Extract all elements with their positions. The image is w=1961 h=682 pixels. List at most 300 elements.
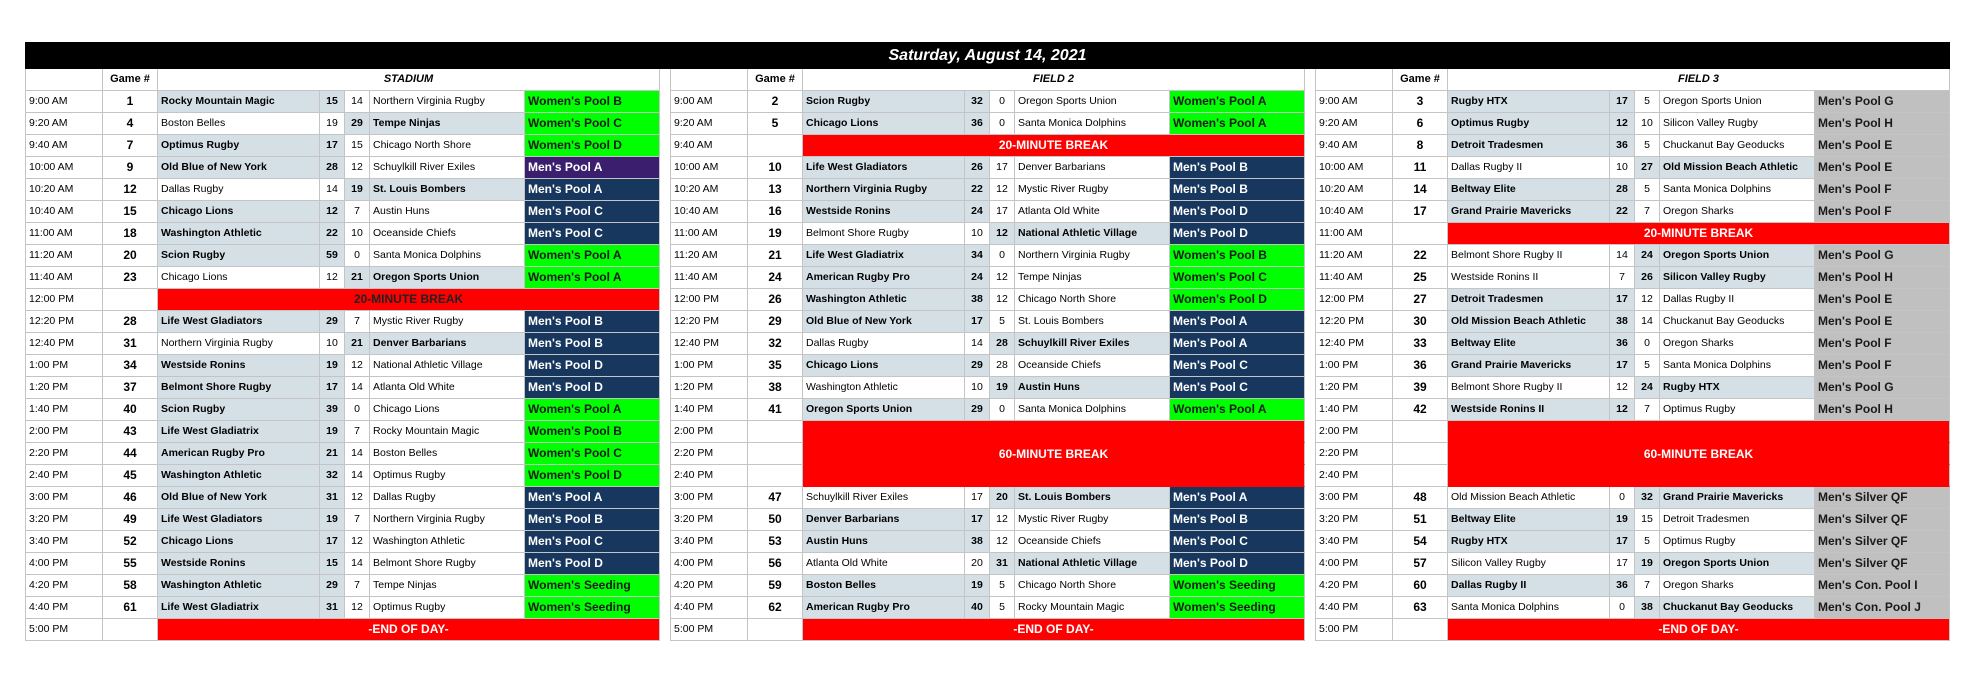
away-score: 0 [345,245,370,267]
away-team: Rugby HTX [1660,377,1815,399]
break-banner: -END OF DAY- [158,619,660,641]
pool-label: Men's Pool C [1170,531,1305,553]
game-number: 8 [1393,135,1448,157]
away-score: 0 [990,399,1015,421]
slot-time: 1:20 PM [25,377,103,399]
home-team: American Rugby Pro [803,267,965,289]
schedule-title: Saturday, August 14, 2021 [25,42,1950,69]
slot-time: 4:20 PM [25,575,103,597]
away-score: 28 [990,355,1015,377]
away-score: 0 [345,399,370,421]
field-slot [670,201,1305,223]
field-slot [670,223,1305,245]
game-number: 19 [748,223,803,245]
header-field-name: FIELD 3 [1448,69,1950,91]
home-score: 17 [320,135,345,157]
pool-label: Men's Pool C [525,223,660,245]
field-slot [25,333,660,355]
home-score: 21 [320,443,345,465]
header-block-field-2 [670,69,1305,91]
pool-label: Women's Pool A [525,245,660,267]
home-score: 15 [320,91,345,113]
away-score: 38 [1635,597,1660,619]
schedule-row [25,135,1950,157]
field-slot [1315,289,1950,311]
home-score: 17 [1610,355,1635,377]
home-score: 59 [320,245,345,267]
field-slot [1315,267,1950,289]
home-score: 12 [1610,113,1635,135]
field-slot [25,245,660,267]
home-score: 24 [965,267,990,289]
field-slot [670,509,1305,531]
game-number: 60 [1393,575,1448,597]
home-score: 19 [1610,509,1635,531]
slot-time: 12:20 PM [1315,311,1393,333]
home-team: Northern Virginia Rugby [803,179,965,201]
game-number: 43 [103,421,158,443]
home-score: 17 [1610,553,1635,575]
home-team: Old Mission Beach Athletic [1448,487,1610,509]
home-team: Silicon Valley Rugby [1448,553,1610,575]
schedule-row [25,333,1950,355]
away-team: Northern Virginia Rugby [1015,245,1170,267]
game-number: 32 [748,333,803,355]
slot-time: 12:00 PM [25,289,103,311]
away-score: 15 [345,135,370,157]
home-score: 38 [965,531,990,553]
game-number: 62 [748,597,803,619]
game-number: 38 [748,377,803,399]
home-team: Westside Ronins II [1448,399,1610,421]
away-team: Chuckanut Bay Geoducks [1660,135,1815,157]
game-number: 58 [103,575,158,597]
slot-time: 9:20 AM [1315,113,1393,135]
home-score: 26 [965,157,990,179]
home-team: Denver Barbarians [803,509,965,531]
pool-label: Women's Pool C [1170,267,1305,289]
pool-label: Women's Pool B [525,91,660,113]
header-field-name: FIELD 2 [803,69,1305,91]
away-score: 5 [990,575,1015,597]
slot-time: 2:20 PM [1315,443,1393,465]
game-number: 12 [103,179,158,201]
home-team: Chicago Lions [158,531,320,553]
away-team: Optimus Rugby [1660,399,1815,421]
away-score: 12 [990,267,1015,289]
slot-time: 2:40 PM [1315,465,1393,487]
game-number: 35 [748,355,803,377]
slot-time: 1:00 PM [1315,355,1393,377]
away-team: Oceanside Chiefs [1015,355,1170,377]
pool-label: Men's Pool G [1815,377,1950,399]
home-team: Schuylkill River Exiles [803,487,965,509]
away-score: 24 [1635,245,1660,267]
field-slot [670,553,1305,575]
game-number: 3 [1393,91,1448,113]
away-score: 0 [990,91,1015,113]
pool-label: Men's Pool A [525,157,660,179]
home-team: Rugby HTX [1448,91,1610,113]
home-score: 22 [965,179,990,201]
home-score: 38 [965,289,990,311]
home-team: Scion Rugby [803,91,965,113]
pool-label: Men's Pool H [1815,113,1950,135]
pool-label: Men's Pool D [1170,553,1305,575]
pool-label: Women's Pool D [525,135,660,157]
home-team: Life West Gladiatrix [158,421,320,443]
schedule-sheet [25,42,1950,641]
away-team: Oregon Sports Union [1660,245,1815,267]
field-slot [1315,399,1950,421]
game-number: 59 [748,575,803,597]
slot-time: 3:00 PM [25,487,103,509]
home-team: Atlanta Old White [803,553,965,575]
pool-label: Women's Pool A [525,399,660,421]
field-slot [670,575,1305,597]
away-score: 15 [1635,509,1660,531]
home-team: Old Blue of New York [158,157,320,179]
slot-time: 3:00 PM [1315,487,1393,509]
slot-time: 2:20 PM [25,443,103,465]
pool-label: Men's Silver QF [1815,531,1950,553]
slot-time: 5:00 PM [670,619,748,641]
pool-label: Men's Pool D [525,355,660,377]
home-score: 17 [965,311,990,333]
away-team: Chicago North Shore [1015,289,1170,311]
game-number [1393,443,1448,465]
break-banner [803,465,1305,487]
pool-label: Men's Pool A [525,179,660,201]
header-block-stadium [25,69,660,91]
field-slot [1315,509,1950,531]
slot-time: 3:00 PM [670,487,748,509]
home-score: 10 [1610,157,1635,179]
slot-time: 12:40 PM [670,333,748,355]
field-slot [1315,179,1950,201]
home-team: Santa Monica Dolphins [1448,597,1610,619]
away-team: Oregon Sports Union [1015,91,1170,113]
game-number [748,443,803,465]
game-number [1393,619,1448,641]
break-banner: 20-MINUTE BREAK [1448,223,1950,245]
home-score: 19 [965,575,990,597]
pool-label: Women's Seeding [525,575,660,597]
field-slot [25,421,660,443]
field-slot [25,619,660,641]
game-number: 52 [103,531,158,553]
slot-time: 11:20 AM [1315,245,1393,267]
away-team: St. Louis Bombers [370,179,525,201]
field-slot [1315,531,1950,553]
home-score: 12 [1610,399,1635,421]
schedule-row [25,355,1950,377]
home-team: Oregon Sports Union [803,399,965,421]
pool-label: Men's Pool A [1170,311,1305,333]
home-score: 10 [320,333,345,355]
game-number: 4 [103,113,158,135]
home-team: Dallas Rugby II [1448,157,1610,179]
schedule-row [25,289,1950,311]
slot-time: 9:20 AM [25,113,103,135]
game-number: 54 [1393,531,1448,553]
field-slot [1315,377,1950,399]
away-team: National Athletic Village [370,355,525,377]
pool-label: Men's Pool B [525,311,660,333]
away-team: Silicon Valley Rugby [1660,267,1815,289]
home-team: Old Mission Beach Athletic [1448,311,1610,333]
field-slot [1315,553,1950,575]
away-score: 14 [1635,311,1660,333]
away-score: 28 [990,333,1015,355]
away-score: 5 [1635,179,1660,201]
game-number: 1 [103,91,158,113]
away-score: 7 [1635,201,1660,223]
slot-time: 12:00 PM [670,289,748,311]
away-team: Optimus Rugby [370,597,525,619]
away-team: Chicago North Shore [1015,575,1170,597]
game-number [1393,465,1448,487]
away-score: 31 [990,553,1015,575]
pool-label: Women's Pool B [525,421,660,443]
pool-label: Men's Pool A [525,487,660,509]
game-number: 37 [103,377,158,399]
field-slot [25,201,660,223]
home-team: Optimus Rugby [1448,113,1610,135]
game-number: 61 [103,597,158,619]
header-time-cell [25,69,103,91]
slot-time: 11:20 AM [25,245,103,267]
away-team: Santa Monica Dolphins [1015,113,1170,135]
header-field-name: STADIUM [158,69,660,91]
away-score: 12 [345,487,370,509]
pool-label: Men's Con. Pool J [1815,597,1950,619]
slot-time: 12:00 PM [1315,289,1393,311]
home-score: 0 [1610,487,1635,509]
game-number: 57 [1393,553,1448,575]
home-team: Austin Huns [803,531,965,553]
home-score: 17 [320,531,345,553]
home-team: Westside Ronins [158,553,320,575]
schedule-row [25,201,1950,223]
schedule-row [25,553,1950,575]
home-score: 14 [1610,245,1635,267]
pool-label: Men's Pool D [1170,201,1305,223]
slot-time: 1:20 PM [1315,377,1393,399]
home-score: 39 [320,399,345,421]
pool-label: Men's Pool B [1170,509,1305,531]
away-team: Tempe Ninjas [1015,267,1170,289]
pool-label: Men's Pool C [525,201,660,223]
pool-label: Men's Pool C [1170,355,1305,377]
slot-time: 3:40 PM [1315,531,1393,553]
away-score: 7 [1635,575,1660,597]
home-score: 32 [965,91,990,113]
field-slot [25,597,660,619]
game-number: 46 [103,487,158,509]
game-number [103,289,158,311]
game-number [748,619,803,641]
away-score: 12 [1635,289,1660,311]
pool-label: Men's Pool A [1170,333,1305,355]
pool-label: Women's Seeding [525,597,660,619]
pool-label: Men's Pool E [1815,311,1950,333]
field-slot [1315,575,1950,597]
schedule-row [25,223,1950,245]
slot-time: 2:40 PM [670,465,748,487]
away-score: 17 [990,157,1015,179]
game-number: 20 [103,245,158,267]
field-slot [1315,465,1950,487]
away-score: 24 [1635,377,1660,399]
field-slot [1315,619,1950,641]
home-score: 22 [1610,201,1635,223]
field-slot [670,245,1305,267]
slot-time: 12:20 PM [670,311,748,333]
away-score: 32 [1635,487,1660,509]
home-score: 22 [320,223,345,245]
field-slot [670,113,1305,135]
slot-time: 11:40 AM [1315,267,1393,289]
home-team: Scion Rugby [158,399,320,421]
game-number: 42 [1393,399,1448,421]
home-score: 24 [965,201,990,223]
field-slot [25,509,660,531]
away-team: Oregon Sports Union [1660,91,1815,113]
game-number: 23 [103,267,158,289]
slot-time: 2:40 PM [25,465,103,487]
home-score: 17 [1610,531,1635,553]
away-score: 7 [345,311,370,333]
away-score: 14 [345,377,370,399]
game-number: 13 [748,179,803,201]
slot-time: 3:20 PM [670,509,748,531]
home-score: 19 [320,421,345,443]
home-team: Belmont Shore Rugby II [1448,245,1610,267]
game-number: 63 [1393,597,1448,619]
away-score: 0 [1635,333,1660,355]
home-score: 7 [1610,267,1635,289]
home-score: 19 [320,509,345,531]
field-slot [670,597,1305,619]
pool-label: Men's Silver QF [1815,509,1950,531]
slot-time: 10:20 AM [670,179,748,201]
slot-time: 11:20 AM [670,245,748,267]
home-score: 28 [320,157,345,179]
away-score: 19 [1635,553,1660,575]
pool-label: Men's Pool D [525,377,660,399]
slot-time: 11:00 AM [1315,223,1393,245]
home-score: 29 [320,575,345,597]
home-score: 36 [1610,135,1635,157]
home-team: American Rugby Pro [158,443,320,465]
slot-time: 5:00 PM [1315,619,1393,641]
home-team: Detroit Tradesmen [1448,289,1610,311]
away-team: St. Louis Bombers [1015,487,1170,509]
away-score: 14 [345,91,370,113]
away-team: Chicago Lions [370,399,525,421]
away-score: 14 [345,443,370,465]
break-banner [803,421,1305,443]
home-team: Beltway Elite [1448,179,1610,201]
field-slot [670,355,1305,377]
home-team: Chicago Lions [803,355,965,377]
away-score: 10 [1635,113,1660,135]
away-team: Rocky Mountain Magic [1015,597,1170,619]
away-team: Tempe Ninjas [370,113,525,135]
home-score: 40 [965,597,990,619]
field-slot [1315,355,1950,377]
field-slot [25,135,660,157]
home-score: 14 [965,333,990,355]
game-number: 9 [103,157,158,179]
away-score: 10 [345,223,370,245]
schedule-row [25,619,1950,641]
field-slot [670,267,1305,289]
field-slot [1315,597,1950,619]
home-score: 36 [1610,333,1635,355]
field-slot [25,377,660,399]
away-score: 5 [1635,135,1660,157]
field-slot [670,157,1305,179]
schedule-row [25,399,1950,421]
field-slot [25,91,660,113]
pool-label: Men's Pool B [525,333,660,355]
field-slot [25,223,660,245]
field-slot [25,487,660,509]
pool-label: Men's Pool B [1170,179,1305,201]
game-number: 26 [748,289,803,311]
game-number: 41 [748,399,803,421]
game-number: 50 [748,509,803,531]
away-score: 17 [990,201,1015,223]
away-score: 14 [345,553,370,575]
field-slot [25,289,660,311]
home-score: 29 [965,399,990,421]
home-score: 12 [1610,377,1635,399]
away-team: Grand Prairie Mavericks [1660,487,1815,509]
schedule-row [25,91,1950,113]
break-banner: -END OF DAY- [1448,619,1950,641]
schedule-row [25,311,1950,333]
home-score: 17 [1610,289,1635,311]
header-game-number: Game # [1393,69,1448,91]
field-slot [670,135,1305,157]
game-number [748,421,803,443]
away-score: 12 [990,179,1015,201]
away-team: Mystic River Rugby [1015,509,1170,531]
pool-label: Women's Pool C [525,443,660,465]
game-number: 48 [1393,487,1448,509]
field-slot [1315,113,1950,135]
game-number: 15 [103,201,158,223]
pool-label: Men's Pool F [1815,179,1950,201]
field-slot [1315,91,1950,113]
away-score: 7 [345,575,370,597]
home-team: Grand Prairie Mavericks [1448,355,1610,377]
away-team: Silicon Valley Rugby [1660,113,1815,135]
game-number [1393,421,1448,443]
away-score: 27 [1635,157,1660,179]
break-banner [1448,465,1950,487]
away-score: 7 [345,421,370,443]
field-slot [1315,135,1950,157]
pool-label: Women's Pool D [1170,289,1305,311]
pool-label: Women's Pool D [525,465,660,487]
home-team: Northern Virginia Rugby [158,333,320,355]
away-team: Oregon Sports Union [370,267,525,289]
home-team: Chicago Lions [158,201,320,223]
